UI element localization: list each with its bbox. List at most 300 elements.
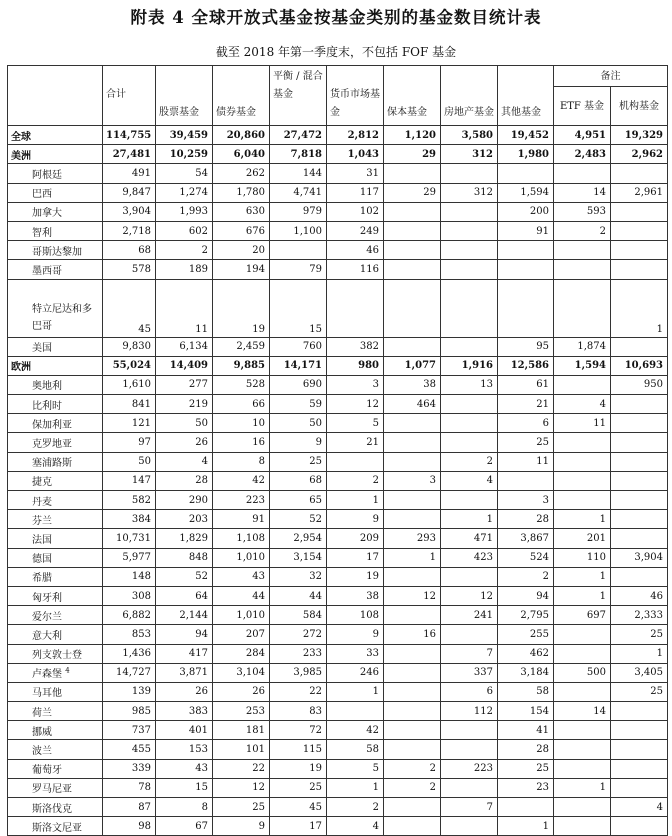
- table-row: [8, 817, 668, 836]
- cell-value: 9,847: [103, 183, 156, 202]
- cell-value: 58: [498, 682, 554, 701]
- cell-value: 97: [103, 433, 156, 452]
- cell-value: 27,472: [270, 126, 327, 145]
- cell-value: [384, 740, 441, 759]
- cell-value: 277: [156, 375, 213, 394]
- header-total: 合计: [103, 66, 156, 126]
- cell-value: 116: [327, 260, 384, 279]
- cell-value: [441, 164, 498, 183]
- cell-value: [611, 491, 668, 510]
- fund-count-table: [7, 65, 668, 836]
- cell-value: 1: [384, 548, 441, 567]
- cell-value: [554, 817, 611, 836]
- row-label: 墨西哥: [8, 260, 103, 279]
- cell-value: 66: [213, 395, 270, 414]
- cell-value: 2,333: [611, 606, 668, 625]
- cell-value: 11: [554, 414, 611, 433]
- cell-value: 3,871: [156, 663, 213, 682]
- cell-value: 38: [327, 586, 384, 605]
- cell-value: 3,154: [270, 548, 327, 567]
- cell-value: 1,077: [384, 356, 441, 375]
- cell-value: 284: [213, 644, 270, 663]
- cell-value: 50: [270, 414, 327, 433]
- table-row: [8, 721, 668, 740]
- cell-value: 112: [441, 702, 498, 721]
- header-blank: [8, 66, 103, 126]
- row-label: 斯洛伐克: [8, 798, 103, 817]
- cell-value: 45: [270, 798, 327, 817]
- cell-value: 3: [327, 375, 384, 394]
- cell-value: [384, 491, 441, 510]
- cell-value: 1,010: [213, 606, 270, 625]
- table-row: [8, 260, 668, 279]
- cell-value: 853: [103, 625, 156, 644]
- region-row: [8, 126, 668, 145]
- table-row: [8, 682, 668, 701]
- header-bond: 债券基金: [213, 66, 270, 126]
- cell-value: 246: [327, 663, 384, 682]
- header-note: 备注: [554, 66, 668, 87]
- cell-value: 848: [156, 548, 213, 567]
- cell-value: 10,259: [156, 145, 213, 164]
- cell-value: [441, 721, 498, 740]
- cell-value: 464: [384, 395, 441, 414]
- cell-value: 55,024: [103, 356, 156, 375]
- row-label: 匈牙利: [8, 586, 103, 605]
- cell-value: 2,144: [156, 606, 213, 625]
- cell-value: [611, 817, 668, 836]
- cell-value: 95: [498, 337, 554, 356]
- cell-value: 2,961: [611, 183, 668, 202]
- cell-value: [384, 798, 441, 817]
- cell-value: 383: [156, 702, 213, 721]
- cell-value: [384, 682, 441, 701]
- cell-value: 290: [156, 491, 213, 510]
- cell-value: 4: [156, 452, 213, 471]
- cell-value: 3,904: [103, 202, 156, 221]
- header-real-estate: 房地产基金: [441, 66, 498, 126]
- cell-value: 737: [103, 721, 156, 740]
- cell-value: 207: [213, 625, 270, 644]
- cell-value: 10,731: [103, 529, 156, 548]
- cell-value: 17: [270, 817, 327, 836]
- cell-value: 6: [498, 414, 554, 433]
- cell-value: 233: [270, 644, 327, 663]
- cell-value: 2: [327, 798, 384, 817]
- cell-value: 6,882: [103, 606, 156, 625]
- cell-value: [554, 260, 611, 279]
- cell-value: 26: [156, 433, 213, 452]
- cell-value: 64: [156, 586, 213, 605]
- header-other: 其他基金: [498, 66, 554, 126]
- cell-value: 25: [498, 759, 554, 778]
- cell-value: [384, 414, 441, 433]
- row-label: 波兰: [8, 740, 103, 759]
- cell-value: [498, 241, 554, 260]
- cell-value: 676: [213, 221, 270, 240]
- table-row: [8, 395, 668, 414]
- cell-value: 29: [384, 145, 441, 164]
- cell-value: 19,329: [611, 126, 668, 145]
- table-row: [8, 548, 668, 567]
- row-label: 马耳他: [8, 682, 103, 701]
- cell-value: [554, 433, 611, 452]
- cell-value: 272: [270, 625, 327, 644]
- cell-value: 20,860: [213, 126, 270, 145]
- cell-value: 14,171: [270, 356, 327, 375]
- cell-value: 102: [327, 202, 384, 221]
- cell-value: 25: [270, 452, 327, 471]
- cell-value: [384, 817, 441, 836]
- cell-value: 308: [103, 586, 156, 605]
- row-label: 克罗地亚: [8, 433, 103, 452]
- cell-value: 3,904: [611, 548, 668, 567]
- region-row: [8, 356, 668, 375]
- cell-value: 42: [327, 721, 384, 740]
- cell-value: 14,409: [156, 356, 213, 375]
- row-label: 保加利亚: [8, 414, 103, 433]
- row-label: 斯洛文尼亚: [8, 817, 103, 836]
- cell-value: [554, 740, 611, 759]
- cell-value: 22: [213, 759, 270, 778]
- cell-value: 65: [270, 491, 327, 510]
- cell-value: 1,916: [441, 356, 498, 375]
- cell-value: 147: [103, 471, 156, 490]
- cell-value: [441, 778, 498, 797]
- cell-value: 9,830: [103, 337, 156, 356]
- cell-value: 841: [103, 395, 156, 414]
- cell-value: 1,010: [213, 548, 270, 567]
- row-label: 捷克: [8, 471, 103, 490]
- cell-value: 593: [554, 202, 611, 221]
- cell-value: [441, 567, 498, 586]
- cell-value: 293: [384, 529, 441, 548]
- cell-value: 10: [213, 414, 270, 433]
- cell-value: 25: [611, 625, 668, 644]
- row-label: 比利时: [8, 395, 103, 414]
- cell-value: [384, 221, 441, 240]
- cell-value: 52: [270, 510, 327, 529]
- header-institutional: 机构基金: [611, 87, 668, 126]
- cell-value: 2: [327, 471, 384, 490]
- cell-value: 1: [554, 586, 611, 605]
- cell-value: [498, 260, 554, 279]
- cell-value: 1: [554, 567, 611, 586]
- cell-value: 384: [103, 510, 156, 529]
- table-row: [8, 164, 668, 183]
- cell-value: 423: [441, 548, 498, 567]
- cell-value: 44: [270, 586, 327, 605]
- cell-value: 1,120: [384, 126, 441, 145]
- cell-value: 19: [270, 759, 327, 778]
- table-row: [8, 759, 668, 778]
- cell-value: 91: [213, 510, 270, 529]
- cell-value: 9,885: [213, 356, 270, 375]
- cell-value: 91: [498, 221, 554, 240]
- cell-value: [270, 241, 327, 260]
- cell-value: 1,780: [213, 183, 270, 202]
- cell-value: 42: [213, 471, 270, 490]
- cell-value: [441, 433, 498, 452]
- header-money-market: 货币市场基金: [327, 66, 384, 126]
- cell-value: [384, 644, 441, 663]
- cell-value: 52: [156, 567, 213, 586]
- row-label: 丹麦: [8, 491, 103, 510]
- cell-value: 19: [327, 567, 384, 586]
- cell-value: 203: [156, 510, 213, 529]
- cell-value: 3,580: [441, 126, 498, 145]
- cell-value: 201: [554, 529, 611, 548]
- table-body: [8, 126, 668, 836]
- cell-value: 194: [213, 260, 270, 279]
- cell-value: [611, 510, 668, 529]
- cell-value: 524: [498, 548, 554, 567]
- row-label: 芬兰: [8, 510, 103, 529]
- cell-value: [327, 452, 384, 471]
- table-title: 附表 4 全球开放式基金按基金类别的基金数目统计表: [130, 8, 542, 27]
- cell-value: 41: [498, 721, 554, 740]
- cell-value: [327, 279, 384, 337]
- cell-value: 1,980: [498, 145, 554, 164]
- row-label: 列支敦士登: [8, 644, 103, 663]
- row-label: 加拿大: [8, 202, 103, 221]
- cell-value: 1,108: [213, 529, 270, 548]
- cell-value: 72: [270, 721, 327, 740]
- cell-value: 29: [384, 183, 441, 202]
- row-label: 塞浦路斯: [8, 452, 103, 471]
- cell-value: [611, 433, 668, 452]
- row-label: 阿根廷: [8, 164, 103, 183]
- cell-value: 3,867: [498, 529, 554, 548]
- table-row: [8, 414, 668, 433]
- cell-value: 1,610: [103, 375, 156, 394]
- row-label: 挪威: [8, 721, 103, 740]
- cell-value: 4: [441, 471, 498, 490]
- cell-value: [611, 567, 668, 586]
- cell-value: 148: [103, 567, 156, 586]
- cell-value: 8: [156, 798, 213, 817]
- cell-value: 23: [498, 778, 554, 797]
- cell-value: 223: [441, 759, 498, 778]
- cell-value: [441, 279, 498, 337]
- row-label: 意大利: [8, 625, 103, 644]
- cell-value: 262: [213, 164, 270, 183]
- cell-value: 4: [327, 817, 384, 836]
- cell-value: 9: [327, 510, 384, 529]
- cell-value: [611, 414, 668, 433]
- cell-value: 4,741: [270, 183, 327, 202]
- cell-value: 2,962: [611, 145, 668, 164]
- row-label: 美国: [8, 337, 103, 356]
- cell-value: 32: [270, 567, 327, 586]
- cell-value: 14: [554, 702, 611, 721]
- cell-value: [611, 221, 668, 240]
- cell-value: 3,104: [213, 663, 270, 682]
- cell-value: 58: [327, 740, 384, 759]
- table-row: [8, 702, 668, 721]
- table-row: [8, 375, 668, 394]
- cell-value: [611, 529, 668, 548]
- cell-value: 455: [103, 740, 156, 759]
- cell-value: 2,795: [498, 606, 554, 625]
- table-row: [8, 625, 668, 644]
- cell-value: 9: [327, 625, 384, 644]
- cell-value: 985: [103, 702, 156, 721]
- table-row: [8, 778, 668, 797]
- row-label: 特立尼达和多巴哥: [8, 279, 103, 337]
- cell-value: 28: [156, 471, 213, 490]
- cell-value: 241: [441, 606, 498, 625]
- cell-value: 189: [156, 260, 213, 279]
- cell-value: 28: [498, 740, 554, 759]
- cell-value: 101: [213, 740, 270, 759]
- cell-value: [554, 721, 611, 740]
- cell-value: 43: [156, 759, 213, 778]
- table-row: [8, 663, 668, 682]
- cell-value: 1,993: [156, 202, 213, 221]
- cell-value: [611, 337, 668, 356]
- table-row: [8, 202, 668, 221]
- cell-value: 2,483: [554, 145, 611, 164]
- cell-value: 11: [498, 452, 554, 471]
- cell-value: 1: [327, 778, 384, 797]
- cell-value: 115: [270, 740, 327, 759]
- cell-value: 3,985: [270, 663, 327, 682]
- row-label: 爱尔兰: [8, 606, 103, 625]
- cell-value: 4: [611, 798, 668, 817]
- cell-value: [611, 778, 668, 797]
- cell-value: 9: [270, 433, 327, 452]
- row-label: 希腊: [8, 567, 103, 586]
- cell-value: 15: [270, 279, 327, 337]
- table-row: [8, 337, 668, 356]
- cell-value: 68: [103, 241, 156, 260]
- cell-value: [611, 260, 668, 279]
- table-row: [8, 471, 668, 490]
- region-row: [8, 145, 668, 164]
- cell-value: 1,594: [498, 183, 554, 202]
- cell-value: 78: [103, 778, 156, 797]
- cell-value: 14: [554, 183, 611, 202]
- cell-value: 253: [213, 702, 270, 721]
- cell-value: 79: [270, 260, 327, 279]
- cell-value: [554, 164, 611, 183]
- cell-value: 4,951: [554, 126, 611, 145]
- cell-value: [384, 260, 441, 279]
- cell-value: 7: [441, 644, 498, 663]
- cell-value: 950: [611, 375, 668, 394]
- row-label: 哥斯达黎加: [8, 241, 103, 260]
- cell-value: 2: [498, 567, 554, 586]
- cell-value: [384, 164, 441, 183]
- header-balanced: 平衡 / 混合基金: [270, 66, 327, 126]
- cell-value: 39,459: [156, 126, 213, 145]
- cell-value: 94: [156, 625, 213, 644]
- cell-value: 1: [554, 510, 611, 529]
- cell-value: 12: [213, 778, 270, 797]
- cell-value: 1: [441, 510, 498, 529]
- cell-value: 14,727: [103, 663, 156, 682]
- row-label: 荷兰: [8, 702, 103, 721]
- cell-value: 1,043: [327, 145, 384, 164]
- cell-value: [554, 491, 611, 510]
- cell-value: [441, 202, 498, 221]
- cell-value: 9: [213, 817, 270, 836]
- cell-value: 4: [554, 395, 611, 414]
- cell-value: 27,481: [103, 145, 156, 164]
- cell-value: 528: [213, 375, 270, 394]
- cell-value: 153: [156, 740, 213, 759]
- cell-value: [384, 606, 441, 625]
- cell-value: 26: [156, 682, 213, 701]
- cell-value: 21: [498, 395, 554, 414]
- cell-value: [498, 279, 554, 337]
- cell-value: 2: [441, 452, 498, 471]
- cell-value: 54: [156, 164, 213, 183]
- cell-value: [441, 337, 498, 356]
- cell-value: 28: [498, 510, 554, 529]
- cell-value: 209: [327, 529, 384, 548]
- row-label: 奥地利: [8, 375, 103, 394]
- cell-value: [498, 164, 554, 183]
- cell-value: [611, 702, 668, 721]
- cell-value: [611, 740, 668, 759]
- cell-value: 19: [213, 279, 270, 337]
- cell-value: [441, 491, 498, 510]
- cell-value: 582: [103, 491, 156, 510]
- table-row: [8, 529, 668, 548]
- table-row: [8, 740, 668, 759]
- table-subtitle: 截至 2018 年第一季度末，不包括 FOF 基金: [215, 45, 457, 59]
- cell-value: 697: [554, 606, 611, 625]
- cell-value: 59: [270, 395, 327, 414]
- cell-value: 630: [213, 202, 270, 221]
- cell-value: [611, 721, 668, 740]
- cell-value: [384, 433, 441, 452]
- cell-value: 154: [498, 702, 554, 721]
- cell-value: 1: [327, 682, 384, 701]
- cell-value: [384, 567, 441, 586]
- table-row: [8, 279, 668, 337]
- cell-value: [554, 375, 611, 394]
- cell-value: 1: [554, 778, 611, 797]
- cell-value: 462: [498, 644, 554, 663]
- cell-value: 43: [213, 567, 270, 586]
- cell-value: 2,812: [327, 126, 384, 145]
- cell-value: [384, 510, 441, 529]
- cell-value: [441, 740, 498, 759]
- cell-value: 110: [554, 548, 611, 567]
- cell-value: [611, 759, 668, 778]
- cell-value: [554, 625, 611, 644]
- cell-value: [554, 471, 611, 490]
- cell-value: 979: [270, 202, 327, 221]
- cell-value: 760: [270, 337, 327, 356]
- cell-value: 2,954: [270, 529, 327, 548]
- cell-value: 223: [213, 491, 270, 510]
- cell-value: [441, 625, 498, 644]
- cell-value: 3,184: [498, 663, 554, 682]
- cell-value: [441, 817, 498, 836]
- cell-value: 1,594: [554, 356, 611, 375]
- cell-value: 114,755: [103, 126, 156, 145]
- cell-value: 26: [213, 682, 270, 701]
- cell-value: 31: [327, 164, 384, 183]
- cell-value: 61: [498, 375, 554, 394]
- cell-value: [384, 452, 441, 471]
- cell-value: 2: [384, 759, 441, 778]
- cell-value: [384, 337, 441, 356]
